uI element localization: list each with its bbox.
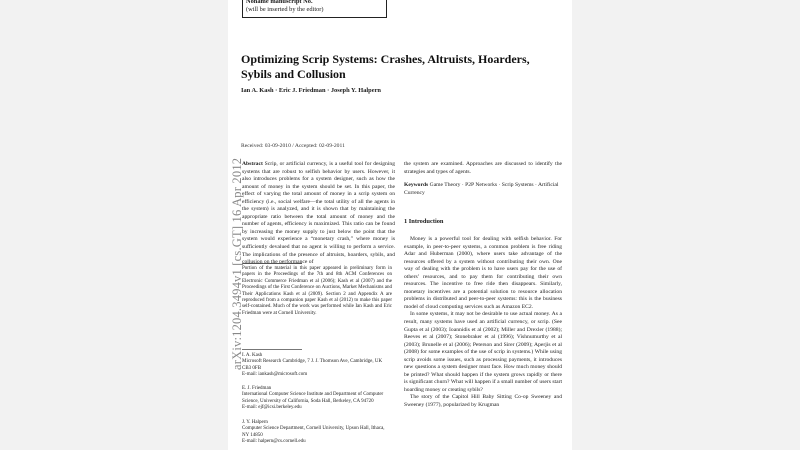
affiliation-name: E. J. Friedman bbox=[242, 386, 272, 391]
author-list: Ian A. Kash · Eric J. Friedman · Joseph Y. Halpern bbox=[241, 87, 381, 94]
viewer-backdrop-right bbox=[572, 0, 800, 450]
abstract-text: Scrip, or artificial currency, is a useful tool for designing systems that are robust to selfish behavior by users. However, it also introduces problems for a system designer, such as how the amount of money in the system should be set. In this paper, the effect of varying the total amount of money in a scrip system on efficiency (i.e., social welfare—the total utility of all the agents in the system) is analyzed, and it is shown that by maintaining the appropriate ratio between the total amount of money and the number of agents, efficiency is maximized. This ratio can be found by increasing the money supply to just below the point that the system would experience a “monetary crash,” where money is sufficiently devalued that no agent is willing to perform a service. The implications of the presence of altruists, hoarders, sybils, and collusion on the performance of bbox=[242, 161, 395, 266]
received-accepted-dates: Received: 03-09-2010 / Accepted: 02-09-2011 bbox=[241, 143, 345, 149]
keywords-label: Keywords bbox=[404, 182, 429, 188]
footnote-divider bbox=[242, 263, 302, 264]
affiliation-halpern bbox=[242, 420, 392, 446]
affiliation-name: I. A. Kash bbox=[242, 353, 263, 358]
affiliation-address: International Computer Science Institute and Department of Computer Science, University of California, Soda Hall, Berkeley, CA 94720 bbox=[242, 392, 384, 404]
intro-paragraph-3: The story of the Capitol Hill Baby Sitting Co-op Sweeney and Sweeney (1977), popularized by Krugman bbox=[404, 394, 562, 409]
affiliation-name: J. Y. Halpern bbox=[242, 420, 268, 425]
affiliation-address: Microsoft Research Cambridge, 7 J. J. Thomson Ave, Cambridge, UK CB3 0FB bbox=[242, 359, 383, 371]
intro-paragraph-2: In some systems, it may not be desirable to use actual money. As a result, many systems have used an artificial currency, or scrip. (See Gupta et al (2003); Ioannidis et al (2002); Miller and Drexler (1988); Reeves et al (2007); Stonebraker et al (1996); Vishnumurthy et al (2003); Brunelle et al (2006); Peterson and Sirer (2009); Aperjis et al (2008) for some examples of the use of scrip in systems.) While using scrip avoids some issues, such as processing payments, it introduces new questions a system designer must face. How much money should be printed? What should happen if the system grows rapidly or there is significant churn? What will happen if a small number of users start hoarding money or creating sybils? bbox=[404, 311, 562, 393]
abstract-continued: the system are examined. Approaches are discussed to identify the strategies and types of agents. bbox=[404, 161, 562, 175]
abstract bbox=[242, 161, 395, 267]
affiliation-email: E-mail: halpern@cs.cornell.edu bbox=[242, 439, 306, 445]
viewer-backdrop-left bbox=[0, 0, 228, 450]
arxiv-identifier-stamp: arXiv:1204.3494v1 [cs.GT] 16 Apr 2012 bbox=[230, 157, 244, 370]
editor-note: (will be inserted by the editor) bbox=[246, 6, 324, 14]
affiliation-kash bbox=[242, 353, 392, 379]
section-heading-introduction: 1 Introduction bbox=[404, 218, 444, 225]
keywords-text: Game Theory · P2P Networks · Scrip Systems · Artificial Currency bbox=[404, 182, 559, 196]
intro-paragraph-1: Money is a powerful tool for dealing with selfish behavior. For example, in peer-to-peer systems, a common problem is free riding Adar and Huberman (2000), where users take advantage of the resources offered by a system without contributing their own. One way of dealing with the problem is to have users pay for the use of others’ resources, and to pay them for contributing their own resources. The incentive to free ride then disappears. Similarly, monetary incentives are a potential solution to resource allocation problems in distributed and peer-to-peer systems: this is the business model of cloud computing services such as Amazon EC2. bbox=[404, 236, 562, 310]
affiliation-friedman bbox=[242, 386, 392, 412]
manuscript-header-box bbox=[242, 0, 387, 18]
paper-page bbox=[228, 0, 572, 450]
affiliation-address: Computer Science Department, Cornell University, Upson Hall, Ithaca, NY 14850 bbox=[242, 426, 385, 438]
introduction-body bbox=[404, 236, 562, 410]
affiliation-email: E-mail: iankash@microsoft.com bbox=[242, 372, 308, 378]
affiliation-email: E-mail: ejf@icsi.berkeley.edu bbox=[242, 405, 302, 411]
manuscript-number: Noname manuscript No. bbox=[246, 0, 313, 5]
title-line-2: Sybils and Collusion bbox=[241, 66, 346, 81]
keywords bbox=[404, 182, 562, 197]
affiliation-divider bbox=[242, 349, 302, 350]
title-line-1: Optimizing Scrip Systems: Crashes, Altruists, Hoarders, bbox=[241, 52, 530, 66]
abstract-label: Abstract bbox=[242, 161, 263, 167]
paper-title bbox=[241, 52, 561, 81]
footnote: Portion of the material in this paper appeared in preliminary form in papers in the Proceedings of the 7th and 8th ACM Conferences on Electronic Commerce Friedman et al (2006); Kash et al (2007) and the Proceedings of the First Conference on Auctions, Market Mechanisms and Their Applications Kash et al (2009). Section 2 and Appendix A are reproduced from a companion paper Kash et al (2012) to make this paper self-contained. Much of the work was performed while Ian Kash and Eric Friedman were at Cornell University. bbox=[242, 266, 392, 316]
